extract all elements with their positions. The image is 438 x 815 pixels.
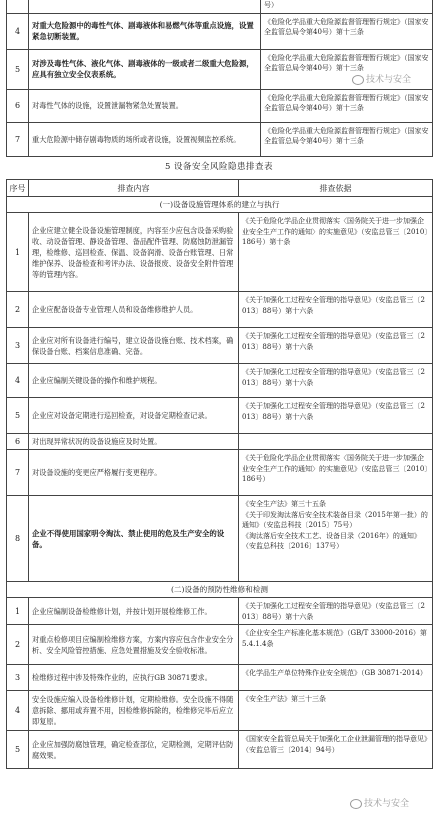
row-number: 1 xyxy=(7,598,29,625)
check-basis: 《危险化学品重大危险源监督管理暂行规定》（国家安全监管总局令第40号）第十三条 xyxy=(261,89,433,122)
table-row xyxy=(7,292,433,328)
table-row xyxy=(7,13,433,49)
row-number: 4 xyxy=(7,13,29,49)
check-basis xyxy=(239,434,433,450)
check-basis: 《危险化学品重大危险源监督管理暂行规定》（国家安全监管总局令第40号）第十三条 xyxy=(261,122,433,156)
row-number: 2 xyxy=(7,292,29,328)
table-row xyxy=(7,625,433,665)
table-row xyxy=(7,89,433,122)
table-row xyxy=(7,691,433,731)
check-content xyxy=(29,0,261,13)
table-row xyxy=(7,364,433,398)
check-basis: 《安全生产法》第三十三条 xyxy=(239,691,433,731)
section-title: 5 设备安全风险隐患排查表 xyxy=(164,162,274,172)
table-row xyxy=(7,598,433,625)
header-basis: 排查依据 xyxy=(239,180,433,197)
check-content: 对出现异常状况的设备设施应及时处置。 xyxy=(29,434,239,450)
table-row xyxy=(7,434,433,450)
check-basis: 《关于加强化工过程安全管理的指导意见》（安监总管三〔2013〕88号）第十六条 xyxy=(239,328,433,364)
check-basis: 《危险化学品重大危险源监督管理暂行规定》（国家安全监管总局令第40号）第十三条 xyxy=(261,13,433,49)
row-number: 6 xyxy=(7,434,29,450)
table-row xyxy=(7,122,433,156)
row-number: 7 xyxy=(7,122,29,156)
check-content: 企业应对设备定期进行巡回检查，对设备定期检查记录。 xyxy=(29,398,239,434)
row-number: 4 xyxy=(7,364,29,398)
check-basis: 《关于危险化学品企业贯彻落实〈国务院关于进一步加强企业安全生产工作的通知〉的实施意见》（安监总管三〔2010〕186号）第十条 xyxy=(239,213,433,292)
row-number: 5 xyxy=(7,731,29,769)
wechat-logo-icon xyxy=(352,75,364,85)
table-row xyxy=(7,0,433,13)
equipment-risk-checklist-table xyxy=(6,179,433,769)
check-content: 检维修过程中涉及特殊作业的，应执行GB 30871要求。 xyxy=(29,665,239,691)
watermark: 技术与安全 xyxy=(352,72,411,85)
wechat-logo-icon xyxy=(350,799,362,809)
check-content: 对重大危险源中的毒性气体、剧毒液体和易燃气体等重点设施，设置紧急切断装置。 xyxy=(29,13,261,49)
check-basis: 《关于加强化工过程安全管理的指导意见》（安监总管三〔2013〕88号）第十六条 xyxy=(239,364,433,398)
row-number: 3 xyxy=(7,328,29,364)
check-content: 企业应建立健全设备设施管理制度，内容至少应包含设备采购验收、动设备管理、静设备管理、备品配件管理、防腐蚀防泄漏管理，检维修、巡回检查、保温、设备润滑、设备台账管理、日常维护保养、设备检查和考评办法、设备报废、设备安全附件管理等的管理内容。 xyxy=(29,213,239,292)
check-basis: 《化学品生产单位特殊作业安全规范》（GB 30871-2014） xyxy=(239,665,433,691)
section-row xyxy=(7,582,433,598)
check-content: 企业应编制关键设备的操作和维护规程。 xyxy=(29,364,239,398)
row-number: 7 xyxy=(7,450,29,496)
row-number: 5 xyxy=(7,398,29,434)
table-header-row xyxy=(7,180,433,197)
check-content: 对涉及毒性气体、液化气体、剧毒液体的一级或者二级重大危险源，应具有独立安全仪表系统。 xyxy=(29,49,261,89)
check-basis: 《关于危险化学品企业贯彻落实〈国务院关于进一步加强企业安全生产工作的通知〉的实施意见》（安监总管三〔2010〕186号） xyxy=(239,450,433,496)
check-basis: 《关于加强化工过程安全管理的指导意见》（安监总管三〔2013〕88号）第十六条 xyxy=(239,598,433,625)
check-basis: 《危险化学品重大危险源监督管理暂行规定》（国家安全监管总局令第40号）第十三条 xyxy=(261,49,433,89)
check-basis: 《关于加强化工过程安全管理的指导意见》（安监总管三〔2013〕88号）第十六条 xyxy=(239,292,433,328)
check-content: 企业应编制设备检维修计划，并按计划开展检维修工作。 xyxy=(29,598,239,625)
check-basis: 号） xyxy=(261,0,433,13)
header-number: 序号 xyxy=(7,180,29,197)
check-content: 对设备设施的变更应严格履行变更程序。 xyxy=(29,450,239,496)
table-row xyxy=(7,450,433,496)
table-row xyxy=(7,213,433,292)
row-number: 2 xyxy=(7,625,29,665)
row-number xyxy=(7,0,29,13)
table-row xyxy=(7,496,433,582)
check-content: 企业应配备设备专业管理人员和设备维修维护人员。 xyxy=(29,292,239,328)
check-content: 对重点检修项目应编制检维修方案，方案内容应包含作业安全分析、安全风险管控措施、应急处置措施及安全验收标准。 xyxy=(29,625,239,665)
check-content: 安全设施应编入设备检维修计划，定期检维修。安全设施不得随意拆除、挪用或弃置不用，因检维修拆除的，检维修完毕后应立即复原。 xyxy=(29,691,239,731)
row-number: 3 xyxy=(7,665,29,691)
row-number: 4 xyxy=(7,691,29,731)
check-content: 企业应对所有设备进行编号，建立设备设施台账、技术档案，确保设备台账、档案信息准确、完备。 xyxy=(29,328,239,364)
row-number: 6 xyxy=(7,89,29,122)
row-number: 8 xyxy=(7,496,29,582)
table-row xyxy=(7,328,433,364)
header-content: 排查内容 xyxy=(29,180,239,197)
section-heading: (二)设备的预防性维修和检测 xyxy=(7,582,433,598)
table-row xyxy=(7,665,433,691)
check-content: 重大危险源中储存剧毒物质的场所或者设施，设置视频监控系统。 xyxy=(29,122,261,156)
check-content: 企业不得使用国家明令淘汰、禁止使用的危及生产安全的设备。 xyxy=(29,496,239,582)
check-basis: 《企业安全生产标准化基本规范》（GB/T 33000-2016）第5.4.1.4条 xyxy=(239,625,433,665)
row-number: 5 xyxy=(7,49,29,89)
table-row xyxy=(7,398,433,434)
section-row xyxy=(7,197,433,213)
check-basis: 《关于加强化工过程安全管理的指导意见》（安监总管三〔2013〕88号）第十六条 xyxy=(239,398,433,434)
check-basis: 《安全生产法》第三十五条 《关于印发淘汰落后安全技术装备目录（2015年第一批）的通知》（安监总科技〔2015〕75号） 《淘汰落后安全技术工艺、设备目录（2016年）的通知》（安监总科技〔2016〕137号） xyxy=(239,496,433,582)
row-number: 1 xyxy=(7,213,29,292)
table-row xyxy=(7,731,433,769)
check-content: 对毒性气体的设施，设置泄漏物紧急处置装置。 xyxy=(29,89,261,122)
section-heading: (一)设备设施管理体系的建立与执行 xyxy=(7,197,433,213)
check-basis: 《国家安全监管总局关于加强化工企业泄漏管理的指导意见》（安监总管三〔2014〕94号） xyxy=(239,731,433,769)
watermark: 技术与安全 xyxy=(350,796,409,809)
check-content: 企业应加强防腐蚀管理，确定检查部位，定期检测，定期评估防腐效果。 xyxy=(29,731,239,769)
